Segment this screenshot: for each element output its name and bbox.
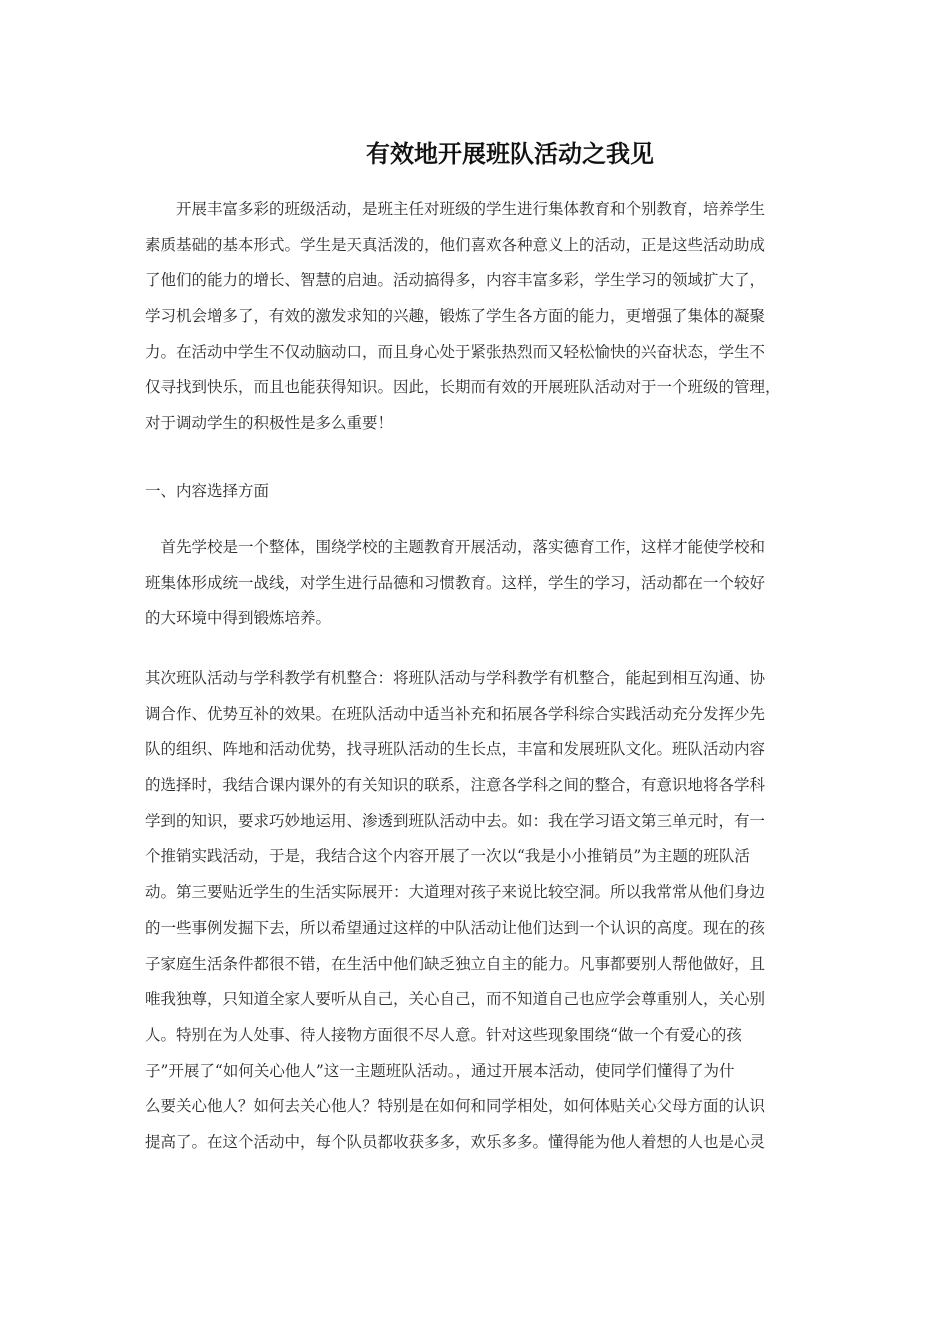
text-line: 的一些事例发掘下去，所以希望通过这样的中队活动让他们达到一个认识的高度。现在的孩 <box>145 918 766 937</box>
text-line: 个推销实践活动，于是，我结合这个内容开展了一次以“我是小小推销员”为主题的班队活 <box>145 847 750 866</box>
text-line: 开展丰富多彩的班级活动，是班主任对班级的学生进行集体教育和个别教育，培养学生 <box>145 200 766 218</box>
text-line: 人。特别在为人处事、待人接物方面很不尽人意。针对这些现象围绕“做一个有爱心的孩 <box>145 1025 742 1044</box>
text-line: 班集体形成统一战线，对学生进行品德和习惯教育。这样，学生的学习，活动都在一个较好 <box>145 573 766 592</box>
text-line: 首先学校是一个整体，围绕学校的主题教育开展活动，落实德育工作，这样才能使学校和 <box>145 538 766 556</box>
text-line: 动。第三要贴近学生的生活实际展开：大道理对孩子来说比较空洞。所以我常常从他们身边 <box>145 883 766 902</box>
text-line: 素质基础的基本形式。学生是天真活泼的，他们喜欢各种意义上的活动，正是这些活动助成 <box>145 235 766 254</box>
text-line: 的大环境中得到锻炼培养。 <box>145 609 332 628</box>
text-line: 了他们的能力的增长、智慧的启迪。活动搞得多，内容丰富多彩，学生学习的领域扩大了， <box>145 271 766 290</box>
text-line: 仅寻找到快乐，而且也能获得知识。因此，长期而有效的开展班队活动对于一个班级的管理， <box>145 378 781 397</box>
text-line: 的选择时，我结合课内课外的有关知识的联系，注意各学科之间的整合，有意识地将各学科 <box>145 776 766 795</box>
text-line: 子”开展了“如何关心他人”这一主题班队活动。，通过开展本活动，使同学们懂得了为什 <box>145 1061 735 1080</box>
text-line: 调合作、优势互补的效果。在班队活动中适当补充和拓展各学科综合实践活动充分发挥少先 <box>145 704 766 723</box>
text-line: 提高了。在这个活动中，每个队员都收获多多，欢乐多多。懂得能为他人着想的人也是心灵 <box>145 1132 766 1151</box>
text-line: 对于调动学生的积极性是多么重要！ <box>145 414 394 433</box>
second-paragraph <box>145 661 825 1161</box>
text-line: 子家庭生活条件都很不错，在生活中他们缺乏独立自主的能力。凡事都要别人帮他做好，且 <box>145 954 766 973</box>
document-title: 有效地开展班队活动之我见 <box>366 140 654 168</box>
text-line: 力。在活动中学生不仅动脑动口，而且身心处于紧张热烈而又轻松愉快的兴奋状态，学生不 <box>145 342 766 361</box>
section-heading: 一、内容选择方面 <box>145 482 270 500</box>
intro-paragraph <box>145 192 825 442</box>
text-line: 么要关心他人？如何去关心他人？特别是在如何和同学相处，如何体贴关心父母方面的认识 <box>145 1097 766 1116</box>
text-line: 队的组织、阵地和活动优势，找寻班队活动的生长点，丰富和发展班队文化。班队活动内容 <box>145 740 766 759</box>
text-line: 其次班队活动与学科教学有机整合：将班队活动与学科教学有机整合，能起到相互沟通、协 <box>145 669 766 687</box>
text-line: 学到的知识，要求巧妙地运用、渗透到班队活动中去。如：我在学习语文第三单元时，有一 <box>145 811 766 830</box>
text-line: 学习机会增多了，有效的激发求知的兴趣，锻炼了学生各方面的能力，更增强了集体的凝聚 <box>145 307 766 326</box>
text-line: 唯我独尊，只知道全家人要听从自己，关心自己，而不知道自己也应学会尊重别人，关心别 <box>145 990 766 1009</box>
first-paragraph <box>145 530 825 637</box>
